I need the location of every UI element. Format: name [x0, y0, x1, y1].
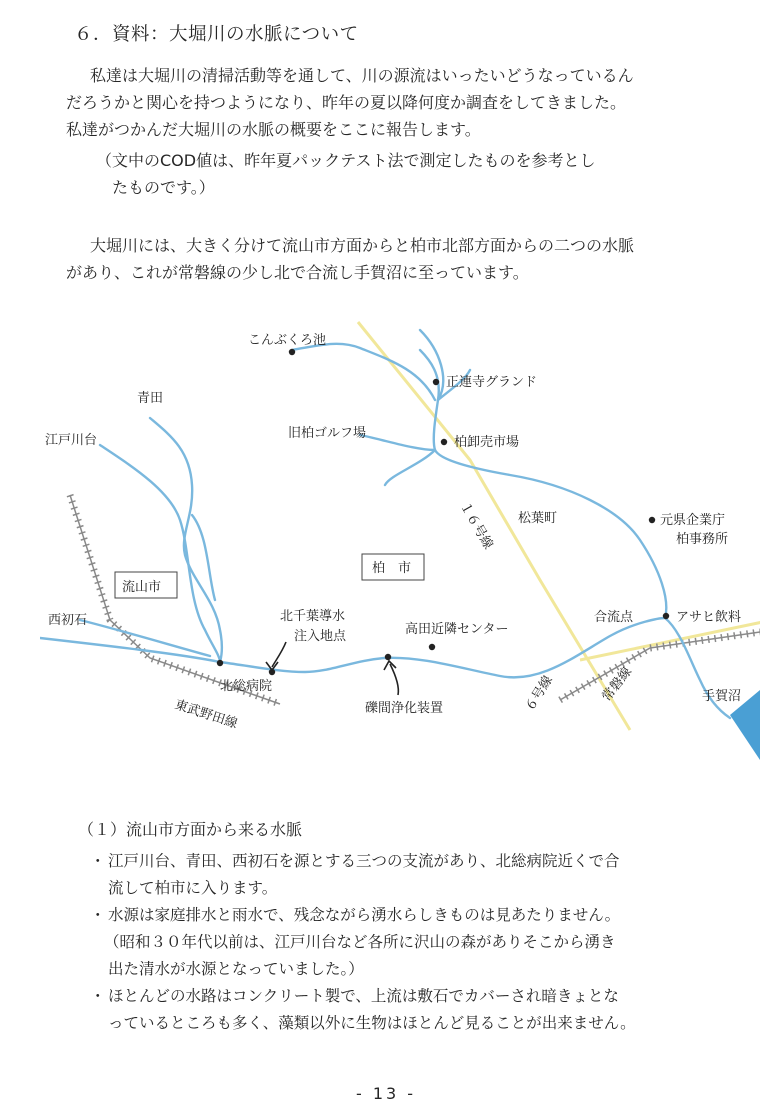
label-oroshi: 柏卸売市場: [454, 435, 520, 450]
bullet-line: 江戸川台、青田、西初石を源とする三つの支流があり、北総病院近くで合: [108, 852, 620, 870]
label-route6: ６号線: [522, 673, 557, 715]
aota-tributary: [150, 418, 222, 662]
list-item: [90, 848, 750, 902]
intro-paragraph: [66, 62, 756, 143]
golf-stream: [360, 435, 435, 450]
marker-shorenji: [433, 379, 439, 385]
kashiwa-main-channel: [420, 350, 666, 618]
label-motoken-2: 柏事務所: [676, 532, 729, 547]
label-nishihatsuishi: 西初石: [48, 613, 88, 628]
label-kyu-golf: 旧柏ゴルフ場: [288, 426, 367, 441]
label-konbukuro: こんぶくろ池: [248, 333, 327, 348]
marker-takada: [429, 644, 435, 650]
label-motoken-1: 元県企業庁: [660, 513, 726, 528]
marker-asahi: [663, 613, 669, 619]
label-hokuso: 北総病院: [220, 679, 273, 694]
label-kitachiba-1: 北千葉導水: [280, 609, 346, 624]
bullet-mark: ・: [90, 906, 106, 924]
intro-line: 私達がつかんだ大堀川の水脈の概要をここに報告します。: [66, 120, 481, 139]
bullet-line: ほとんどの水路はコンクリート製で、上流は敷石でカバーされ暗きょとな: [108, 987, 619, 1005]
label-route16: １６号線: [456, 499, 496, 553]
label-kashiwa: 柏 市: [372, 561, 412, 576]
label-edogawadai: 江戸川台: [45, 433, 98, 448]
reki-arrow: [390, 664, 398, 695]
bullet-line: 出た清水が水源となっていました。）: [108, 960, 364, 978]
bullet-line: っているところも多く、藻類以外に生物はほとんど見ることが出来ません。: [108, 1014, 636, 1032]
aota-branch: [192, 515, 215, 600]
list-item: [90, 902, 750, 983]
marker-reki: [385, 654, 391, 660]
marker-konbukuro: [289, 349, 295, 355]
section-heading: （１）流山市方面から来る水脈: [78, 820, 303, 839]
marker-motoken: [649, 517, 655, 523]
label-joban: 常磐線: [599, 664, 636, 705]
marker-hokuso: [217, 660, 223, 666]
summary-line: があり、これが常磐線の少し北で合流し手賀沼に至っています。: [66, 263, 529, 282]
label-asahi: アサヒ飲料: [676, 610, 742, 625]
summary-paragraph: [66, 232, 756, 286]
label-nagareyama: 流山市: [122, 580, 162, 595]
list-item: [90, 983, 750, 1037]
river-map: [40, 300, 760, 760]
bullet-line: 流して柏市に入ります。: [108, 879, 278, 897]
rivers: [40, 330, 730, 718]
label-shoyo: 松葉町: [518, 511, 558, 526]
section-bullet-list: [90, 848, 750, 1037]
label-tobu: 東武野田線: [172, 697, 240, 732]
rail-lines: [70, 495, 760, 704]
label-takada: 高田近隣センター: [405, 622, 509, 637]
marker-oroshi: [441, 439, 447, 445]
label-kitachiba-2: 注入地点: [294, 629, 347, 644]
label-aota: 青田: [137, 391, 164, 406]
summary-line: 大堀川には、大きく分けて流山市方面からと柏市北部方面からの二つの水脈: [90, 236, 635, 255]
note-line: （文中のCOD値は、昨年夏パックテスト法で測定したものを参考とし: [96, 151, 596, 170]
intro-line: 私達は大堀川の清掃活動等を通して、川の源流はいったいどうなっているん: [90, 66, 634, 85]
bullet-line: 水源は家庭排水と雨水で、残念ながら湧水らしきものは見あたりません。: [108, 906, 621, 924]
note-line: たものです。）: [112, 178, 215, 197]
main-river: [40, 618, 665, 677]
matsuba-stream: [385, 450, 435, 485]
label-shorenji: 正連寺グランド: [446, 375, 538, 390]
page-number: - 13 -: [355, 1084, 417, 1103]
bullet-line: （昭和３０年代以前は、江戸川台など各所に沢山の森がありそこから湧き: [104, 933, 616, 951]
bullet-mark: ・: [90, 987, 106, 1005]
page-title: ６．資料：大堀川の水脈について: [74, 24, 359, 45]
label-goryu: 合流点: [594, 610, 634, 625]
label-reki: 礫間浄化装置: [365, 701, 444, 716]
intro-note: [66, 147, 756, 201]
kitachiba-arrow: [272, 642, 286, 667]
intro-line: だろうかと関心を持つようになり、昨年の夏以降何度か調査をしてきました。: [66, 93, 627, 112]
bullet-mark: ・: [90, 852, 106, 870]
label-teganuma: 手賀沼: [702, 689, 742, 704]
